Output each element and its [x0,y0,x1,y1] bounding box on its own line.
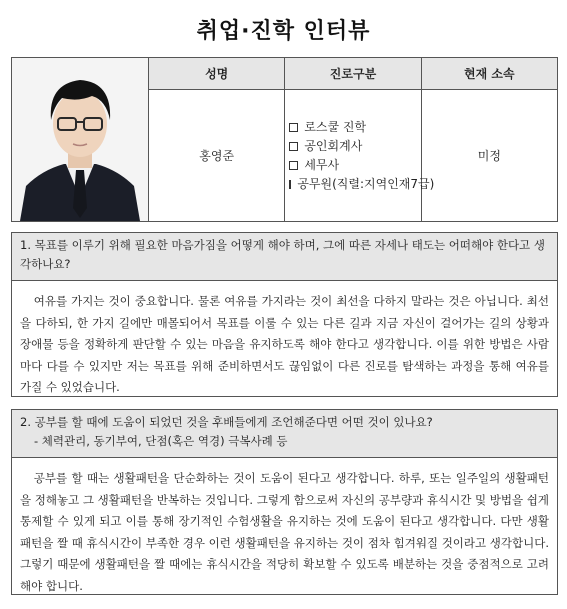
checkbox-icon [289,123,298,132]
answer-1: 여유를 가지는 것이 중요합니다. 물론 여유를 가지라는 것이 최선을 다하지 말라는 것은 아닙니다. 최선을 다하되, 한 가지 길에만 매몰되어서 목표를 이룰 수 있는 다른 길과 지금 자신이 걸어가는 길의 상황과 장애물 등을 정확하게 판단할 수 있는 마음을 유지하도록 해야 한다고 생각합니다. 이를 위한 방법은 사람마다 다를 수 있지만 저는 목표를 위해 준비하면서도 끊임없이 다른 진로를 탐색하는 과정을 통해 여유를 가질 수 있었습니다. [11,281,558,397]
route-option-cpa: 공인회계사 [289,137,420,156]
name-value: 홍영준 [149,90,285,222]
page-title: 취업·진학 인터뷰 [196,19,371,44]
route-option-civil-service: 공무원(직렬:지역인재7급) [289,175,420,194]
status-value: 미정 [421,90,557,222]
route-options [285,90,435,222]
question-2-sub: - 체력관리, 동기부여, 단점(혹은 역경) 극복사례 등 [34,434,288,448]
profile-photo [12,58,148,221]
question-2: 2. 공부를 할 때에 도움이 되었던 것을 후배들에게 조언해준다면 어떤 것이 있나요? - 체력관리, 동기부여, 단점(혹은 역경) 극복사례 등 [11,409,558,458]
question-1: 1. 목표를 이루기 위해 필요한 마음가짐을 어떻게 해야 하며, 그에 따른 자세나 태도는 어떠해야 한다고 생각하나요? [11,232,558,281]
photo-cell [12,58,149,222]
name-header: 성명 [149,58,285,90]
route-option-tax-accountant: 세무사 [289,156,420,175]
route-option-law-school: 로스쿨 진학 [289,118,420,137]
checkbox-icon [289,142,298,151]
status-header: 현재 소속 [421,58,557,90]
checkbox-checked-icon [289,180,291,189]
profile-table [11,57,558,222]
route-header: 진로구분 [285,58,421,90]
checkbox-icon [289,161,298,170]
answer-2: 공부를 할 때는 생활패턴을 단순화하는 것이 도움이 된다고 생각합니다. 하루, 또는 일주일의 생활패턴을 정해놓고 그 생활패턴을 반복하는 것입니다. 그렇게 함으로써 자신의 공부량과 휴식시간 및 방법을 쉽게 통제할 수 있게 되고 이를 통해 장기적인 수험생활을 유지하는 것에 도움이 된다고 생각합니다. 다만 생활패턴을 짤 때 휴식시간이 부족한 경우 이런 생활패턴을 유지하는 것이 점차 힘겨워질 것이라고 생각합니다. 그렇기 때문에 생활패턴을 짤 때에는 휴식시간을 적당히 확보할 수 있도록 배분하는 것을 중점적으로 고려해야 합니다. [11,458,558,595]
